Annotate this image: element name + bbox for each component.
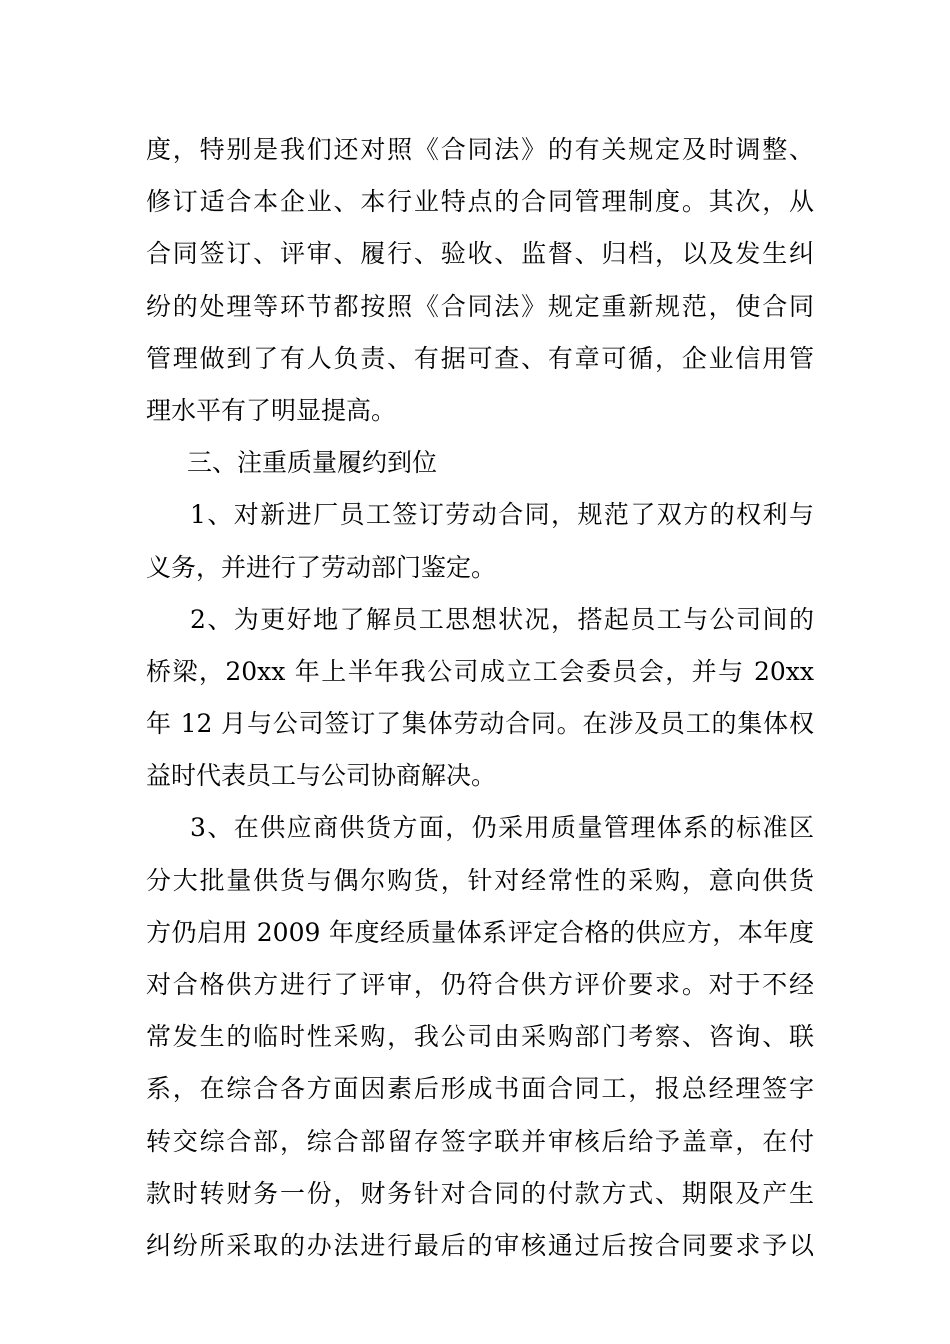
document-body <box>146 124 814 1272</box>
list-item-3-line: 系，在综合各方面因素后形成书面合同工，报总经理签字 <box>146 1074 814 1104</box>
list-item-3-line: 分大批量供货与偶尔购货，针对经常性的采购，意向供货 <box>146 865 814 895</box>
paragraph-line: 修订适合本企业、本行业特点的合同管理制度。其次，从 <box>146 187 814 217</box>
paragraph-line: 合同签订、评审、履行、验收、监督、归档，以及发生纠 <box>146 239 814 269</box>
list-item-3-line: 款时转财务一份，财务针对合同的付款方式、期限及产生 <box>146 1178 814 1208</box>
list-item-3-line: 方仍启用 2009 年度经质量体系评定合格的供应方，本年度 <box>146 917 814 947</box>
paragraph-line: 理水平有了明显提高。 <box>146 395 397 425</box>
list-item-3-line: 常发生的临时性采购，我公司由采购部门考察、咨询、联 <box>146 1022 814 1052</box>
list-item-1-line: 义务，并进行了劳动部门鉴定。 <box>146 552 497 582</box>
list-item-3-line: 纠纷所采取的办法进行最后的审核通过后按合同要求予以 <box>146 1230 814 1260</box>
paragraph-line: 度，特别是我们还对照《合同法》的有关规定及时调整、 <box>146 135 814 164</box>
paragraph-line: 管理做到了有人负责、有据可查、有章可循，企业信用管 <box>146 343 814 373</box>
list-item-1-line: 1、对新进厂员工签订劳动合同，规范了双方的权利与 <box>190 500 814 530</box>
section-heading: 三、注重质量履约到位 <box>187 448 438 478</box>
list-item-2-line: 益时代表员工与公司协商解决。 <box>146 761 497 791</box>
list-item-2-line: 2、为更好地了解员工思想状况，搭起员工与公司间的 <box>190 604 814 634</box>
paragraph-line: 纷的处理等环节都按照《合同法》规定重新规范，使合同 <box>146 291 814 321</box>
list-item-3-line: 对合格供方进行了评审，仍符合供方评价要求。对于不经 <box>146 970 814 999</box>
list-item-2-line: 年 12 月与公司签订了集体劳动合同。在涉及员工的集体权 <box>146 709 814 739</box>
list-item-3-line: 转交综合部，综合部留存签字联并审核后给予盖章，在付 <box>146 1126 814 1156</box>
list-item-3-line: 3、在供应商供货方面，仍采用质量管理体系的标准区 <box>190 813 814 843</box>
list-item-2-line: 桥梁，20xx 年上半年我公司成立工会委员会，并与 20xx <box>146 656 814 686</box>
